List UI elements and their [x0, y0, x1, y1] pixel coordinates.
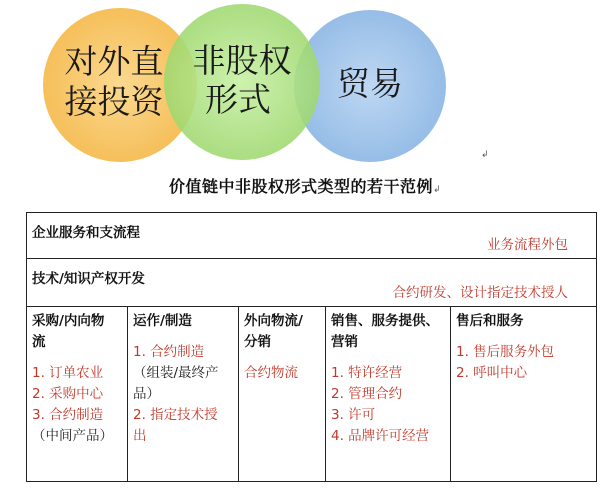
column-head-line2: 流: [32, 334, 46, 350]
column-head: [331, 311, 445, 353]
column-items: [456, 342, 590, 384]
column-head-line1: 售后和服务: [456, 313, 524, 329]
list-item: 1. 合约制造: [133, 344, 205, 360]
column-head-line1: 销售、服务提供、: [331, 313, 439, 329]
row-example: 合约研发、设计指定技术授人: [392, 285, 568, 301]
column-head: [244, 311, 320, 353]
column-head-line1: 运作/制造: [133, 313, 192, 329]
row-head: 企业服务和支流程: [32, 225, 140, 241]
list-item: （组装/最终产: [133, 365, 219, 381]
row-head: 技术/知识产权开发: [32, 271, 145, 287]
paragraph-mark-icon: ↲: [481, 150, 489, 160]
list-item: 2. 采购中心: [32, 386, 104, 402]
list-item: 1. 特许经营: [331, 365, 403, 381]
table-column-operations: [128, 307, 239, 481]
table-column-after-sales: [451, 307, 595, 481]
list-item: 4. 品牌许可经营: [331, 428, 430, 444]
venn-left-line2: 接投资: [64, 82, 164, 121]
column-head: [133, 311, 233, 332]
list-item: 3. 合约制造: [32, 407, 104, 423]
table-row-technology-ip: [27, 259, 596, 307]
list-item: 3. 许可: [331, 407, 376, 423]
column-items: [133, 342, 233, 447]
caption-text: 价值链中非股权形式类型的若干范例: [168, 177, 433, 196]
column-head-line2: 分销: [244, 334, 271, 350]
venn-diagram: [0, 0, 610, 200]
column-items: [331, 363, 445, 447]
list-item: 合约物流: [244, 365, 298, 381]
column-head: [456, 311, 590, 332]
column-items: [244, 363, 320, 384]
column-head-line1: 采购/内向物: [32, 313, 105, 329]
nem-examples-table: [26, 212, 597, 482]
table-row-business-services: [27, 213, 596, 259]
column-head: [32, 311, 122, 353]
list-item: 1. 订单农业: [32, 365, 104, 381]
list-item: 1. 售后服务外包: [456, 344, 555, 360]
table-column-procurement: [27, 307, 128, 481]
list-item: （中间产品）: [32, 428, 113, 444]
paragraph-mark-icon: ↲: [432, 185, 442, 195]
list-item: 2. 管理合约: [331, 386, 403, 402]
venn-middle-line1: 非股权: [192, 41, 292, 80]
row-example: 业务流程外包: [487, 237, 568, 253]
list-item: 品）: [133, 386, 160, 402]
column-head-line2: 营销: [331, 334, 358, 350]
column-head-line1: 外向物流/: [244, 313, 303, 329]
list-item: 出: [133, 428, 147, 444]
venn-right-label: 贸易: [337, 64, 403, 103]
list-item: 2. 呼叫中心: [456, 365, 528, 381]
column-items: [32, 363, 122, 447]
table-column-outbound-logistics: [239, 307, 326, 481]
venn-left-line1: 对外直: [64, 42, 164, 81]
venn-middle-line2: 形式: [205, 80, 271, 119]
list-item: 2. 指定技术授: [133, 407, 218, 423]
table-column-sales-marketing: [326, 307, 451, 481]
diagram-caption: [0, 174, 610, 197]
